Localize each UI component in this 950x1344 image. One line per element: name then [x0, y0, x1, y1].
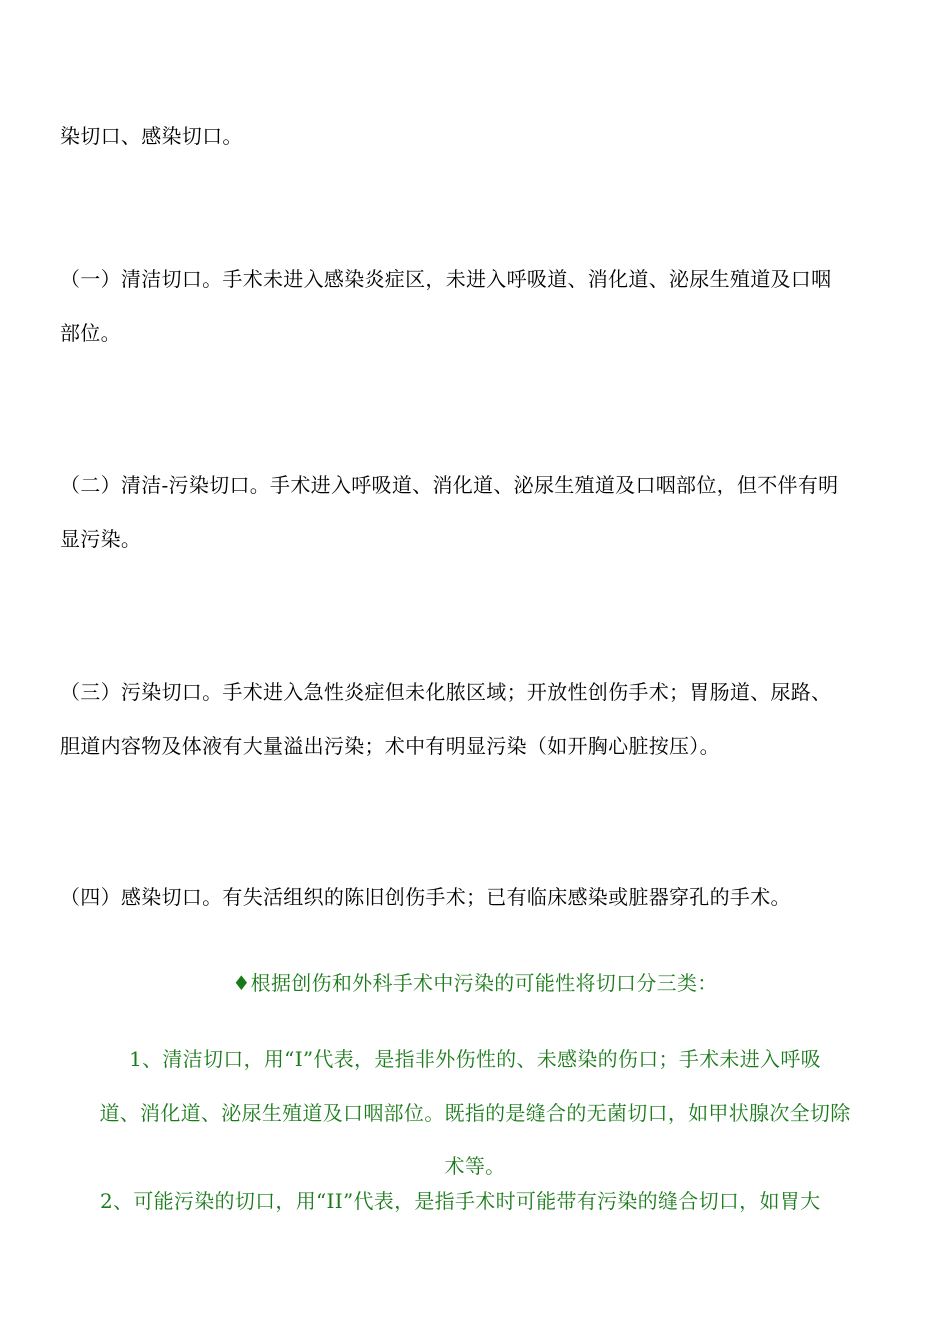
paragraph-clean-contaminated-line1: （二）清洁-污染切口。手术进入呼吸道、消化道、泌尿生殖道及口咽部位，但不伴有明 — [60, 473, 839, 497]
item2-line1: 2、可能污染的切口，用“II”代表，是指手术时可能带有污染的缝合切口，如胃大 — [100, 1189, 821, 1213]
paragraph-infected-incision: （四）感染切口。有失活组织的陈旧创伤手术；已有临床感染或脏器穿孔的手术。 — [60, 885, 791, 909]
paragraph-continuation: 染切口、感染切口。 — [60, 124, 243, 148]
section-heading: ♦根据创伤和外科手术中污染的可能性将切口分三类： — [232, 971, 718, 995]
item1-line2: 道、消化道、泌尿生殖道及口咽部位。既指的是缝合的无菌切口，如甲状腺次全切除 — [99, 1101, 851, 1125]
paragraph-contaminated-line1: （三）污染切口。手术进入急性炎症但未化脓区域；开放性创伤手术；胃肠道、尿路、 — [60, 680, 832, 704]
item1-line1: 1、清洁切口，用“I”代表，是指非外伤性的、未感染的伤口；手术未进入呼吸 — [129, 1047, 821, 1071]
paragraph-clean-contaminated-line2: 显污染。 — [60, 527, 142, 551]
item1-line3: 术等。 — [444, 1154, 506, 1178]
paragraph-clean-incision-line2: 部位。 — [60, 321, 121, 345]
paragraph-contaminated-line2: 胆道内容物及体液有大量溢出污染；术中有明显污染（如开胸心脏按压）。 — [60, 734, 720, 758]
paragraph-clean-incision-line1: （一）清洁切口。手术未进入感染炎症区，未进入呼吸道、消化道、泌尿生殖道及口咽 — [60, 267, 832, 291]
